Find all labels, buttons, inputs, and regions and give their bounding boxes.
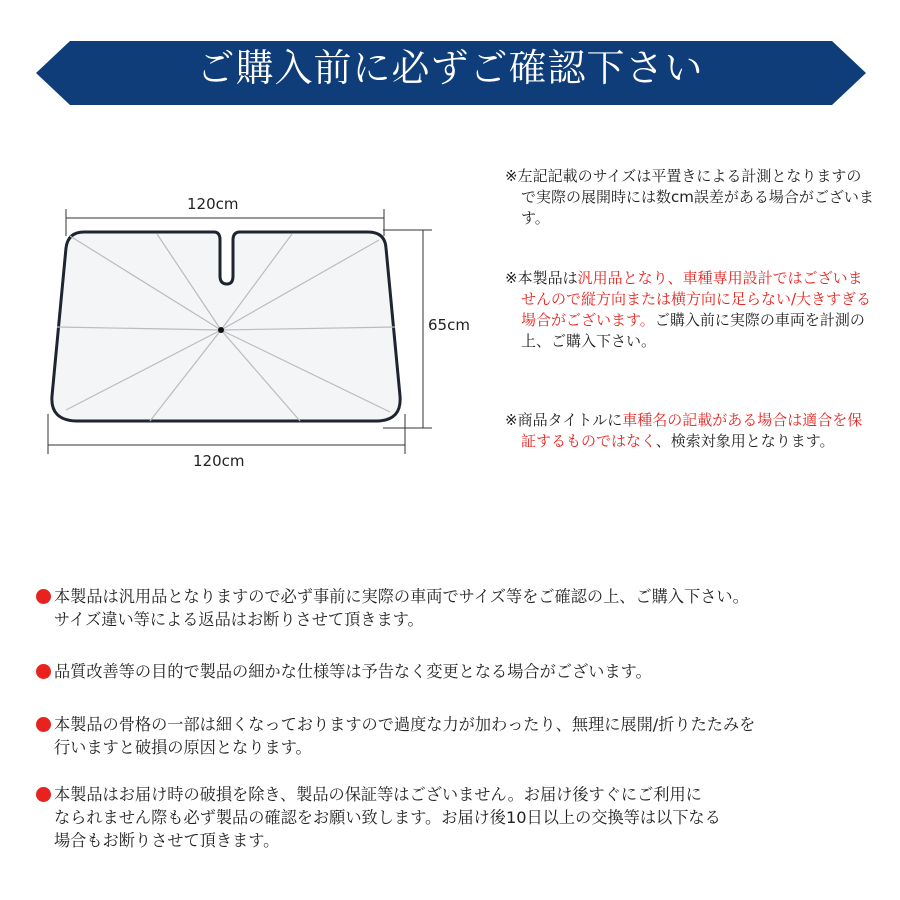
- note-text: ※商品タイトルに: [505, 411, 623, 429]
- note-text: ご購入前に実際の車両を計測の上、ご購入下さい。: [521, 311, 865, 350]
- bullet-line: 本製品の骨格の一部は細くなっておりますので過度な力が加わったり、無理に展開/折りたたみを: [54, 715, 756, 734]
- bullet-item: [36, 713, 876, 759]
- note-title-disclaimer: [505, 410, 875, 452]
- bullet-item: [36, 660, 876, 683]
- red-bullet-icon: [36, 589, 51, 604]
- note-warning-text: 汎用品となり、車種専用設計ではございませんので縦方向または横方向に足らない/大きすぎる場合がございます。: [521, 269, 872, 329]
- dimension-height: 65cm: [428, 316, 470, 334]
- note-universal-product: [505, 268, 875, 352]
- bullet-line: 行いますと破損の原因となります。: [54, 738, 312, 757]
- note-warning-text: 車種名の記載がある場合は適合を保証するものではなく: [521, 411, 863, 450]
- note-size-tolerance: [505, 166, 875, 229]
- bullet-line: 本製品はお届け時の破損を除き、製品の保証等はございません。お届け後すぐにご利用に: [54, 785, 702, 804]
- note-text: ※左記記載のサイズは平置きによる計測となりますので実際の展開時には数cm誤差がある場合がございます。: [505, 167, 874, 227]
- dimension-width-bottom: 120cm: [193, 452, 245, 470]
- page-title: ご購入前に必ずご確認下さい: [196, 46, 704, 90]
- bullet-line: 本製品は汎用品となりますので必ず事前に実際の車両でサイズ等をご確認の上、ご購入下さい。: [54, 587, 749, 606]
- bullet-line: 品質改善等の目的で製品の細かな仕様等は予告なく変更となる場合がございます。: [54, 662, 652, 681]
- bullet-item: [36, 783, 876, 852]
- red-bullet-icon: [36, 717, 51, 732]
- center-hub: [218, 327, 224, 333]
- bullet-line: なられません際も必ず製品の確認をお願い致します。お届け後10日以上の交換等は以下なる: [54, 808, 721, 827]
- note-text: 、検索対象用となります。: [655, 432, 835, 450]
- dimension-width-top: 120cm: [187, 195, 239, 213]
- bullet-item: [36, 585, 876, 631]
- red-bullet-icon: [36, 664, 51, 679]
- note-text: ※本製品は: [505, 269, 578, 287]
- bullet-line: 場合もお断りさせて頂きます。: [54, 831, 280, 850]
- bullet-line: サイズ違い等による返品はお断りさせて頂きます。: [54, 610, 424, 629]
- red-bullet-icon: [36, 787, 51, 802]
